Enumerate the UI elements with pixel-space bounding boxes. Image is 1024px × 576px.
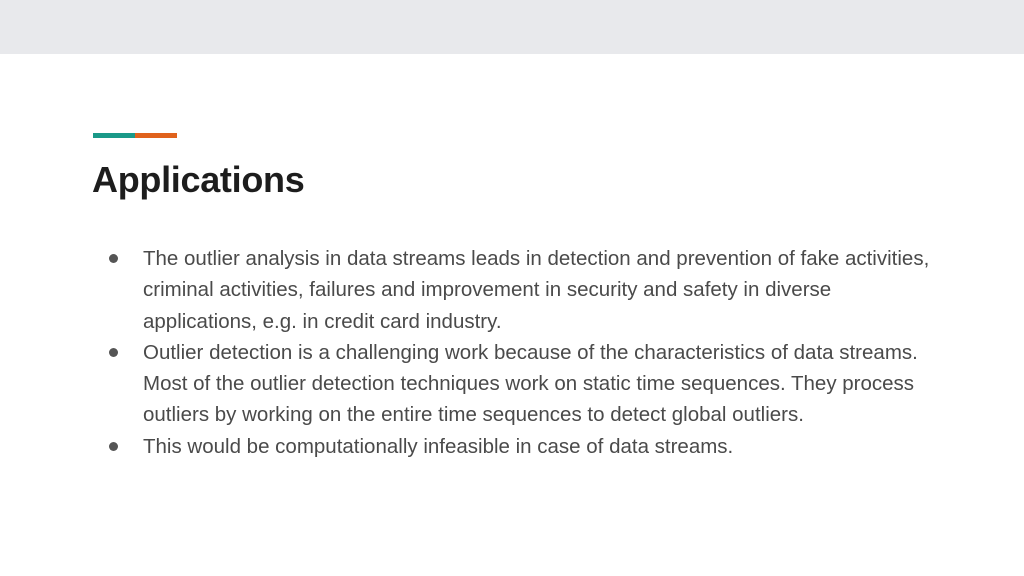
bullet-dot-icon [104, 337, 143, 368]
title-accent-line [93, 133, 177, 138]
accent-segment-teal [93, 133, 135, 138]
bullet-text: The outlier analysis in data streams leads in detection and prevention of fake activities, criminal activities, failures and improvement in security and safety in diverse applications, e.g. in credit card industry. [143, 247, 930, 333]
bullet-text: Outlier detection is a challenging work because of the characteristics of data streams. Most of the outlier detection techniques work on static time sequences. They process outliers by working on the entire time sequences to detect global outliers. [143, 340, 918, 427]
bullet-dot-icon [104, 243, 143, 274]
bullet-item [104, 243, 934, 337]
bullet-item [104, 337, 934, 431]
accent-segment-orange [135, 133, 177, 138]
bullet-dot-icon [104, 431, 143, 462]
top-bar [0, 0, 1024, 54]
bullet-list [104, 243, 934, 462]
bullet-item [104, 431, 934, 462]
slide-title: Applications [92, 159, 305, 200]
bullet-text: This would be computationally infeasible in case of data streams. [143, 434, 734, 458]
